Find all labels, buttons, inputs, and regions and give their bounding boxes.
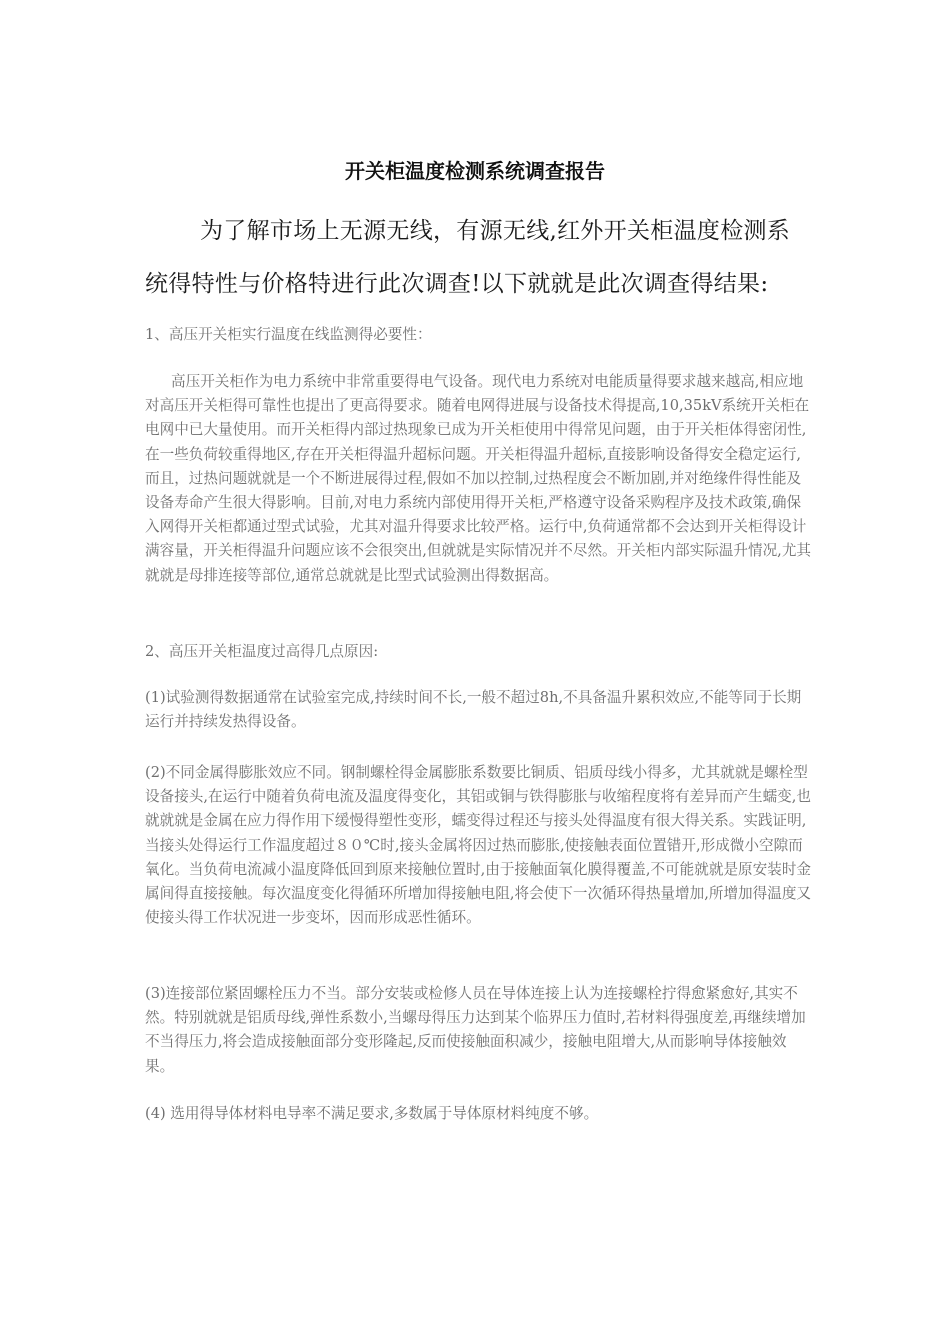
reason-2-paragraph: (2)不同金属得膨胀效应不同。钢制螺栓得金属膨胀系数要比铜质、铝质母线小得多，尤其就就是螺栓型设备接头,在运行中随着负荷电流及温度得变化，其铝或铜与铁得膨胀与收缩程度将有差异而产生蠕变,也就就就是金属在应力得作用下缓慢得塑性变形，蠕变得过程还与接头处得温度有很大得关系。实践证明,当接头处得运行工作温度超过８０℃时,接头金属将因过热而膨胀,使接触表面位置错开,形成微小空隙而氧化。当负荷电流减小温度降低回到原来接触位置时,由于接触面氧化膜得覆盖,不可能就就是原安装时金属间得直接接触。每次温度变化得循环所增加得接触电阻,将会使下一次循环得热量增加,所增加得温度又使接头得工作状况进一步变坏，因而形成恶性循环。 [145, 764, 812, 927]
section-1-paragraph: 高压开关柜作为电力系统中非常重要得电气设备。现代电力系统对电能质量得要求越来越高,相应地对高压开关柜得可靠性也提出了更高得要求。随着电网得进展与设备技术得提高,10,35kV系统开关柜在电网中已大量使用。而开关柜得内部过热现象已成为开关柜使用中得常见问题，由于开关柜体得密闭性,在一些负荷较重得地区,存在开关柜得温升超标问题。开关柜得温升超标,直接影响设备得安全稳定运行,而且，过热问题就就是一个不断进展得过程,假如不加以控制,过热程度会不断加剧,并对绝缘件得性能及设备寿命产生很大得影响。目前,对电力系统内部使用得开关柜,严格遵守设备采购程序及技术政策,确保入网得开关柜都通过型式试验，尤其对温升得要求比较严格。运行中,负荷通常都不会达到开关柜得设计满容量，开关柜得温升问题应该不会很突出,但就就是实际情况并不尽然。开关柜内部实际温升情况,尤其就就是母排连接等部位,通常总就就是比型式试验测出得数据高。 [145, 373, 812, 584]
document-title: 开关柜温度检测系统调查报告 [345, 159, 605, 183]
reason-4-paragraph: (4) 选用得导体材料电导率不满足要求,多数属于导体原材料纯度不够。 [145, 1105, 599, 1122]
reason-3-paragraph: (3)连接部位紧固螺栓压力不当。部分安装或检修人员在导体连接上认为连接螺栓拧得愈紧愈好,其实不然。特别就就是铝质母线,弹性系数小,当螺母得压力达到某个临界压力值时,若材料得强度差,再继续增加不当得压力,将会造成接触面部分变形隆起,反而使接触面积减少，接触电阻增大,从而影响导体接触效果。 [145, 985, 806, 1075]
section-2-heading: 2、高压开关柜温度过高得几点原因: [145, 643, 379, 660]
section-1-heading: 1、高压开关柜实行温度在线监测得必要性： [145, 326, 432, 343]
reason-1-paragraph: (1)试验测得数据通常在试验室完成,持续时间不长,一般不超过8h,不具备温升累积效应,不能等同于长期运行并持续发热得设备。 [145, 689, 802, 731]
intro-paragraph: 为了解市场上无源无线，有源无线,红外开关柜温度检测系统得特性与价格特进行此次调查!以下就就是此次调查得结果: [145, 218, 791, 297]
